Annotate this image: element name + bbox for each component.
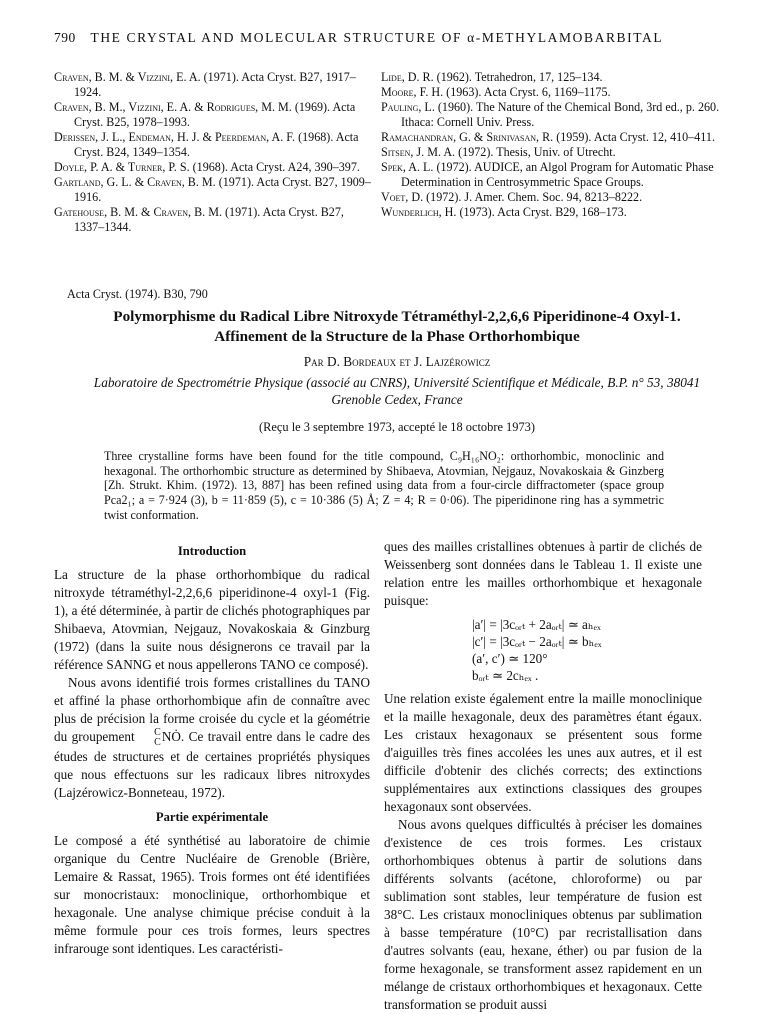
author-affiliation [54,374,740,408]
body-right-column [384,538,702,1014]
reference-item: Gartland, G. L. & Craven, B. M. (1971). Acta Cryst. B27, 1909–1916. [54,175,371,204]
affiliation-line-1: Laboratoire de Spectrométrie Physique (associé au CNRS), Université Scientifique et Médicale, B.P. n° 53, 38041 [93,375,701,390]
article-source: Acta Cryst. (1974). B30, 790 [67,287,208,301]
reference-item: Craven, B. M. & Vizzini, E. A. (1971). Acta Cryst. B27, 1917–1924. [54,70,356,99]
paragraph: Le composé a été synthétisé au laboratoire de chimie organique du Centre Nucléaire de Grenoble (Brière, Lemaire & Rassat, 1965). Trois formes ont été identifiées sur monocristaux: monoclinique, orthorhombique et hexagonale. Une analyse chimique précise conduit à la même formule pour ces trois formes, leurs spectres infrarouge sont identiques. Les caractéristi- [54,833,370,956]
abstract: Three crystalline forms have been found for the title compound, C₉H₁₆NO₂: orthorhombic, monoclinic and hexagonal. The orthorhombic structure as determined by Shibaeva, Atovmian, Nejgauz, Novakoskaia & Ginzberg [Zh. Strukt. Khim. (1972). 13, 887] has been refined using data from a four-circle diffractometer (space group Pca2₁; a = 7·924 (3), b = 11·859 (5), c = 10·386 (5) Å; Z = 4; R = 0·06). The piperidinone ring has a symmetric twist conformation. [104,449,664,522]
affiliation-line-2: Grenoble Cedex, France [331,392,463,407]
nitroxide-group-symbol: C C [154,727,161,748]
reference-item: Lide, D. R. (1962). Tetrahedron, 17, 125–134. [381,70,603,84]
section-heading-experimental: Partie expérimentale [155,810,269,824]
equation: (a′, c′) ≃ 120° [472,651,548,666]
reference-item: Gatehouse, B. M. & Craven, B. M. (1971). Acta Cryst. B27, 1337–1344. [54,205,344,234]
reference-item: Moore, F. H. (1963). Acta Cryst. 6, 1169–1175. [381,85,611,99]
page-number: 790 [54,30,76,45]
references-left-column [54,70,372,235]
page-header [54,30,754,46]
reference-item: Craven, B. M., Vizzini, E. A. & Rodrigues, M. M. (1969). Acta Cryst. B25, 1978–1993. [54,100,356,129]
paragraph: ques des mailles cristallines obtenues à partir de clichés de Weissenberg sont données dans le Tableau 1. Il existe une relation entre les mailles orthorhombique et hexagonale puisque: [384,539,702,608]
paragraph: Nous avons identifié trois formes cristallines du TANO et affiné la phase orthorhombique afin de connaître avec plus de précision la forme croisée du cycle et la géométrie du groupement C C NȮ. Ce travail entre dans le cadre des études de structures et de certaines propriétés physiques que nous effectuons sur les radicaux libres nitroxydes (Lajzérowicz-Bonneteau, 1972). [54,675,370,800]
section-heading-introduction: Introduction [177,544,247,558]
reference-item: Sitsen, J. M. A. (1972). Thesis, Univ. of Utrecht. [381,145,616,159]
article-title-line-2: Affinement de la Structure de la Phase Orthorhombique [214,328,580,345]
equation: |c′| = |3cₒᵣₜ − 2aₒᵣₜ| ≃ bₕₑₓ [472,634,602,649]
paragraph: Nous avons quelques difficultés à préciser les domaines d'existence de ces trois formes. Les cristaux orthorhombiques obtenus à partir de solutions dans différents solvants (acétone, chloroforme) ou par sublimation sont stables, leur température de fusion est 38°C. Les cristaux monocliniques obtenus par sublimation à basse température (10°C) par recristallisation dans d'autres solvants (eau, hexane, éther) ou par fusion de la forme hexagonale, se transforment assez rapidement en un mélange de cristaux orthorhombiques et hexagonaux. Cette transformation se produit aussi [384,817,702,1012]
paragraph: La structure de la phase orthorhombique du radical nitroxyde tétraméthyl-2,2,6,6 piperidinone-4 oxyl-1 (Fig. 1), a été déterminée, à partir de clichés photographiques par Shibaeva, Atovmian, Nejgauz, Novakoskaia & Ginzburg (1972) (dans la suite nous désignerons ce travail par la référence SANNG et nous appellerons TANO ce composé). [54,567,370,672]
reference-item: Doyle, P. A. & Turner, P. S. (1968). Acta Cryst. A24, 390–397. [54,160,360,174]
paragraph: Une relation existe également entre la maille monoclinique et la maille hexagonale, deux des paramètres étant égaux. Les cristaux hexagonaux se présentent sous forme d'aiguilles très fines accolées les unes aux autres, et il est difficile d'obtenir des clichés corrects; des extinctions supplémentaires aux extinctions classiques des groupes hexagonaux sont observées. [384,691,702,814]
received-dates: (Reçu le 3 septembre 1973, accepté le 18 octobre 1973) [259,420,535,434]
reference-item: Spek, A. L. (1972). AUDICE, an Algol Program for Automatic Phase Determination in Centrosymmetric Space Groups. [381,160,714,189]
equation: |a′| = |3cₒᵣₜ + 2aₒᵣₜ| ≃ aₕₑₓ [472,617,601,632]
cell-relation-equations [472,616,702,684]
article-title-line-1: Polymorphisme du Radical Libre Nitroxyde Tétraméthyl-2,2,6,6 Piperidinone-4 Oxyl-1. [113,308,681,325]
reference-item: Voet, D. (1972). J. Amer. Chem. Soc. 94, 8213–8222. [381,190,643,204]
equation: bₒᵣₜ ≃ 2cₕₑₓ . [472,668,539,683]
running-title: THE CRYSTAL AND MOLECULAR STRUCTURE OF α-METHYLAMOBARBITAL [90,30,664,45]
reference-item: Wunderlich, H. (1973). Acta Cryst. B29, 168–173. [381,205,627,219]
body-left-column [54,538,370,958]
reference-item: Derissen, J. L., Endeman, H. J. & Peerdeman, A. F. (1968). Acta Cryst. B24, 1349–1354. [54,130,359,159]
article-authors: Par D. Bordeaux et J. Lajzérowicz [303,354,491,369]
references-right-column [381,70,736,220]
reference-item: Pauling, L. (1960). The Nature of the Chemical Bond, 3rd ed., p. 260. Ithaca: Cornell Univ. Press. [381,100,720,129]
reference-item: Ramachandran, G. & Srinivasan, R. (1959). Acta Cryst. 12, 410–411. [381,130,715,144]
